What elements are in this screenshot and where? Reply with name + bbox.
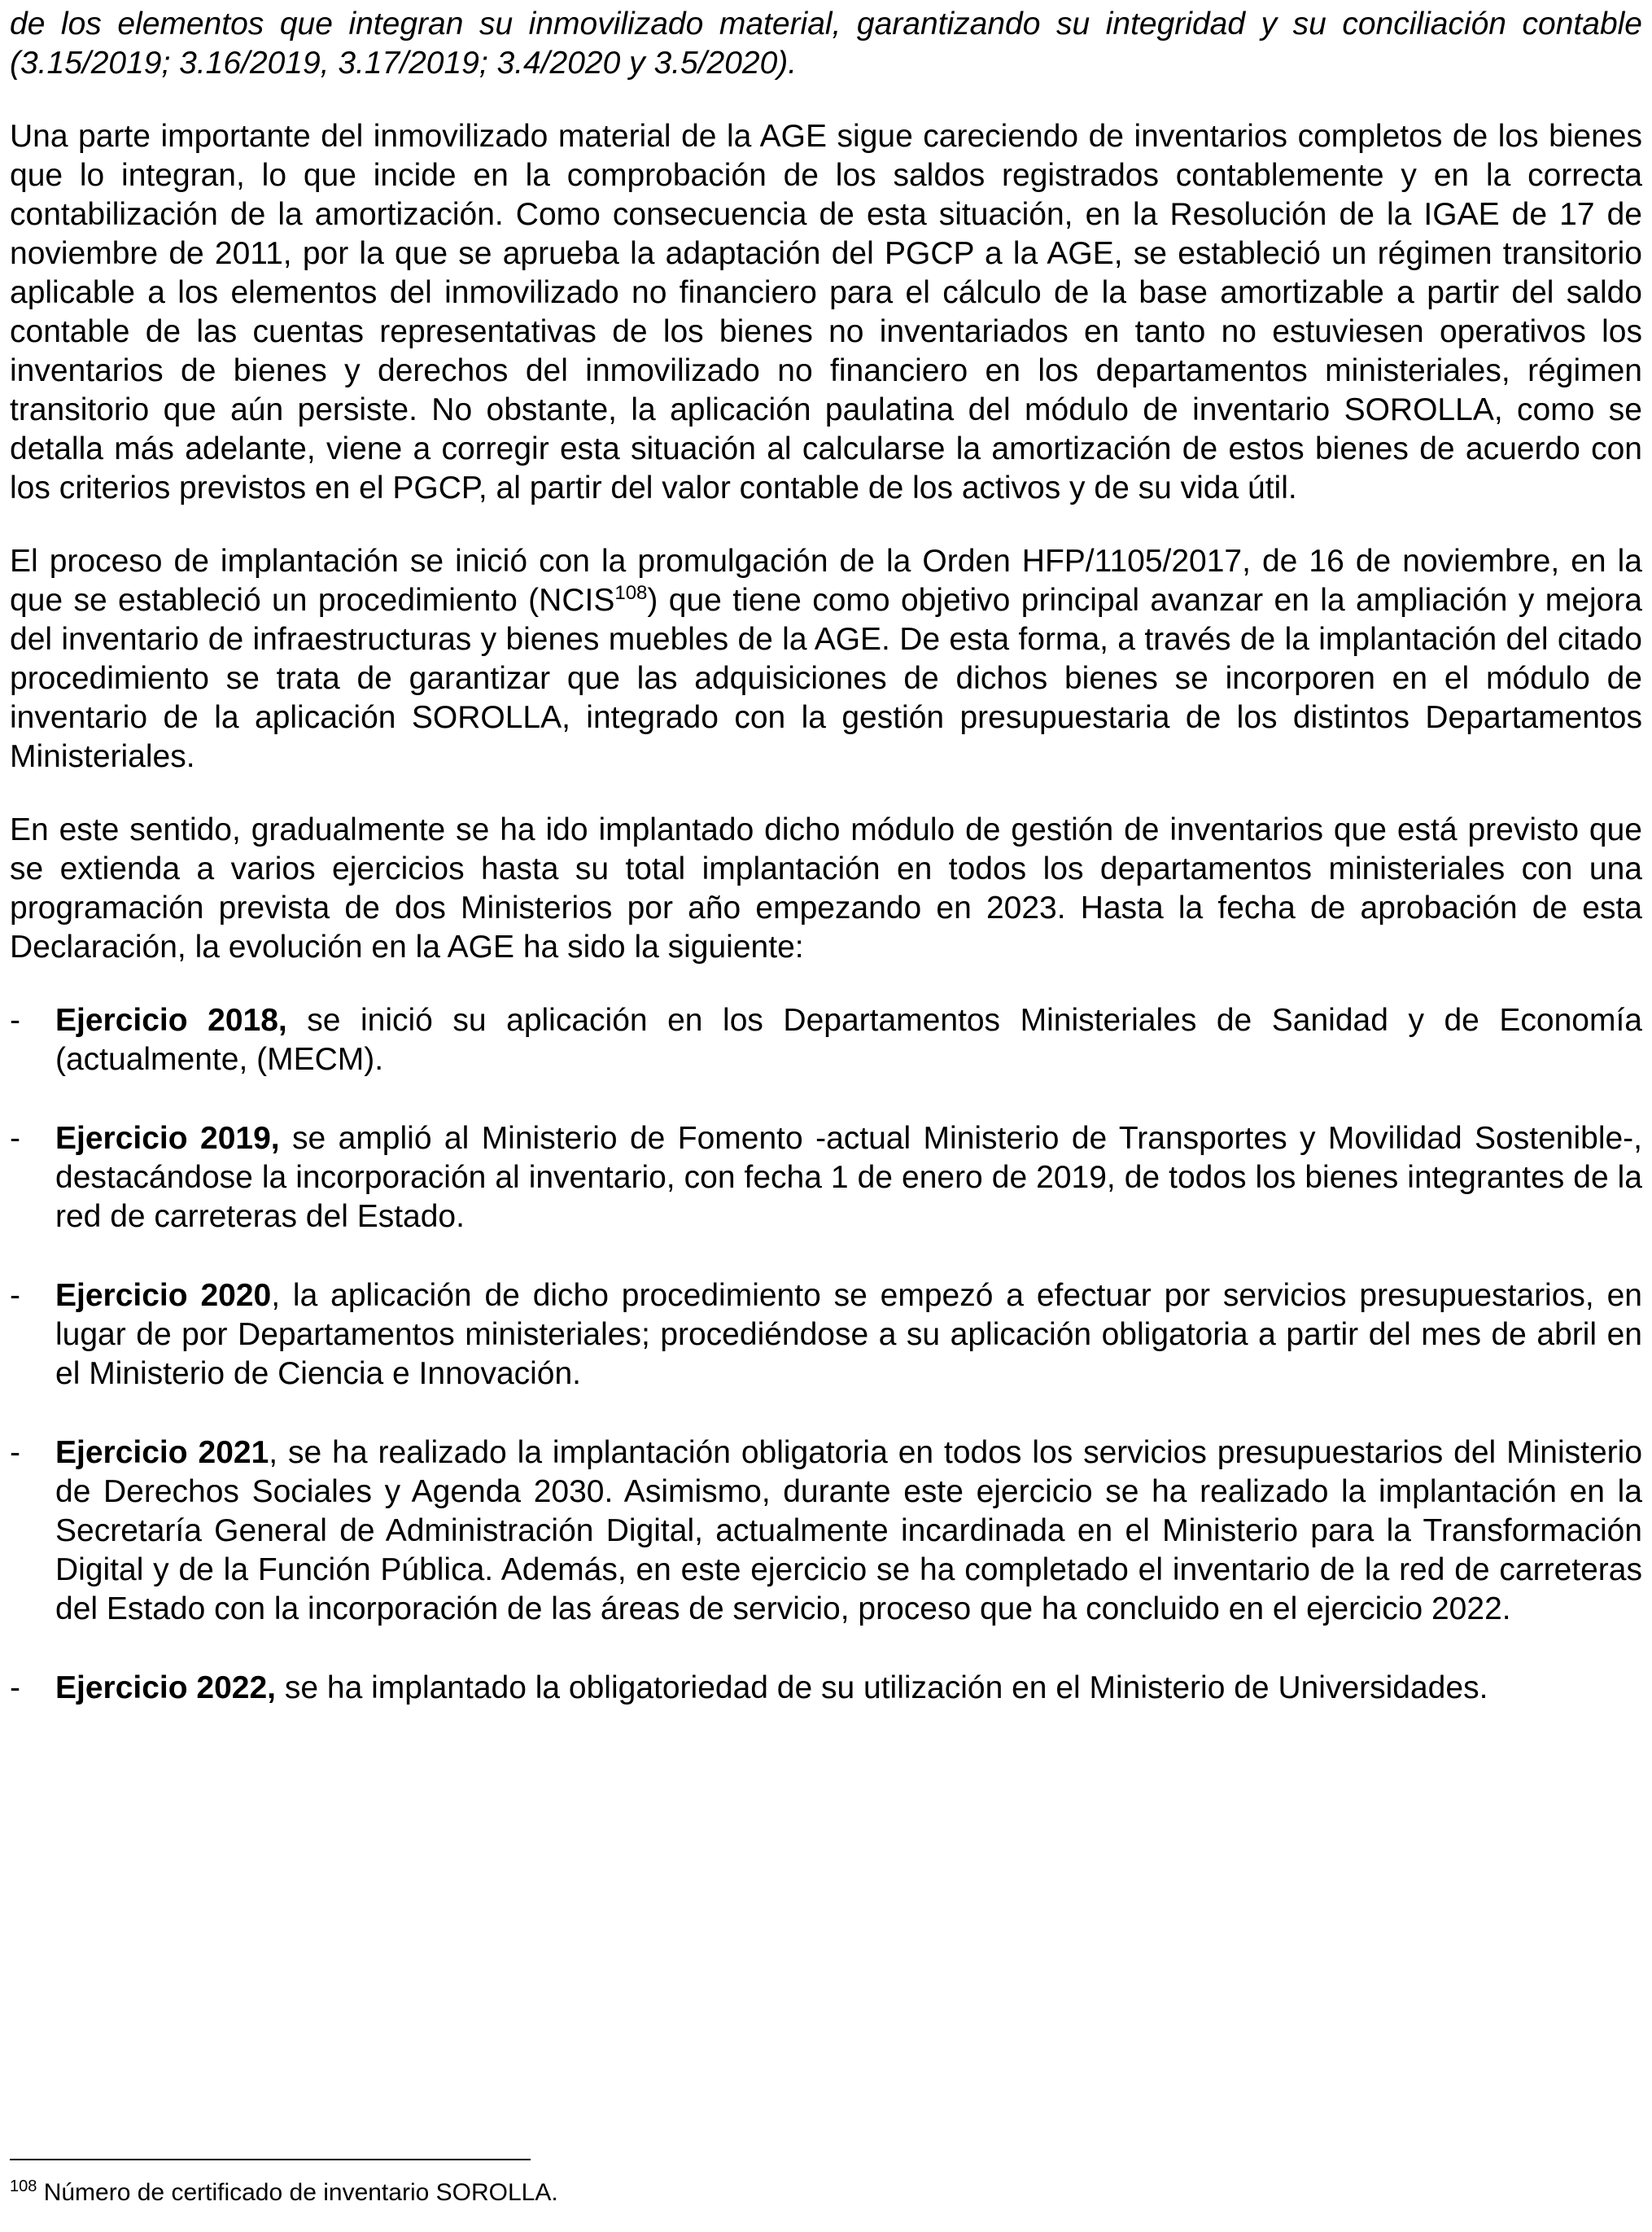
list-item-text: se ha implantado la obligatoriedad de su utilización en el Ministerio de Universidades. [276,1670,1488,1705]
list-item-2020 [10,1276,1642,1394]
list-dash: - [10,1003,20,1038]
paragraph-inventory-status: Una parte importante del inmovilizado material de la AGE sigue careciendo de inventarios completos de los bienes que lo integran, lo que incide en la comprobación de los saldos registrados contablemente y en la correcta contabilización de la amortización. Como consecuencia de esta situación, en la Resolución de la IGAE de 17 de noviembre de 2011, por la que se aprueba la adaptación del PGCP a la AGE, se estableció un régimen transitorio aplicable a los elementos del inmovilizado no financiero para el cálculo de la base amortizable a partir del saldo contable de las cuentas representativas de los bienes no inventariados en tanto no estuviesen operativos los inventarios de bienes y derechos del inmovilizado no financiero en los departamentos ministeriales, régimen transitorio que aún persiste. No obstante, la aplicación paulatina del módulo de inventario SOROLLA, como se detalla más adelante, viene a corregir esta situación al calcularse la amortización de estos bienes de acuerdo con los criterios previstos en el PGCP, al partir del valor contable de los activos y de su vida útil. [10,119,1642,505]
paragraph-evolution: En este sentido, gradualmente se ha ido implantado dicho módulo de gestión de inventarios que está previsto que se extienda a varios ejercicios hasta su total implantación en todos los departamentos ministeriales con una programación prevista de dos Ministerios por año empezando en 2023. Hasta la fecha de aprobación de esta Declaración, la evolución en la AGE ha sido la siguiente: [10,812,1642,965]
paragraph-text: El proceso de implantación se inició con la promulgación de la Orden HFP/1105/2017, de 16 de noviembre, en la que se estableció un procedimiento (NCIS [10,544,1642,618]
footnote-number: 108 [10,2177,37,2195]
list-item-2018 [10,1001,1642,1079]
list-item-title: Ejercicio 2021 [55,1435,269,1470]
footnote [10,2178,558,2208]
list-item-text: se inició su aplicación en los Departamentos Ministeriales de Sanidad y de Economía (actualmente, (MECM). [55,1003,1642,1077]
paragraph-implementation [10,542,1642,777]
list-dash: - [10,1278,20,1313]
list-item-text: , se ha realizado la implantación obligatoria en todos los servicios presupuestarios del Ministerio de Derechos Sociales y Agenda 2030. Asimismo, durante este ejercicio se ha realizado la implantación en la Secretaría General de Administración Digital, actualmente incardinada en el Ministerio para la Transformación Digital y de la Función Pública. Además, en este ejercicio se ha completado el inventario de la red de carreteras del Estado con la incorporación de las áreas de servicio, proceso que ha concluido en el ejercicio 2022. [55,1435,1643,1626]
list-item-title: Ejercicio 2020 [55,1278,272,1313]
list-item-text: , la aplicación de dicho procedimiento se empezó a efectuar por servicios presupuestarios, en lugar de por Departamentos ministeriales; procediéndose a su aplicación obligatoria a partir del mes de abril en el Ministerio de Ciencia e Innovación. [55,1278,1642,1391]
list-item-title: Ejercicio 2018, [55,1003,287,1038]
list-item-2022 [10,1669,1642,1708]
list-dash: - [10,1670,20,1705]
list-item-title: Ejercicio 2022, [55,1670,277,1705]
exercise-list [10,1001,1642,1708]
footnote-reference[interactable]: 108 [614,582,648,604]
paragraph-intro: de los elementos que integran su inmovilizado material, garantizando su integridad y su conciliación contable (3.15/2019; 3.16/2019, 3.17/2019; 3.4/2020 y 3.5/2020). [10,7,1642,81]
list-item-2021 [10,1433,1642,1629]
list-dash: - [10,1121,20,1156]
footnote-text: Número de certificado de inventario SOROLLA. [37,2179,558,2206]
list-item-title: Ejercicio 2019, [55,1121,280,1156]
paragraph-text: ) que tiene como objetivo principal avanzar en la ampliación y mejora del inventario de infraestructuras y bienes muebles de la AGE. De esta forma, a través de la implantación del citado procedimiento se trata de garantizar que las adquisiciones de dichos bienes se incorporen en el módulo de inventario de la aplicación SOROLLA, integrado con la gestión presupuestaria de los distintos Departamentos Ministeriales. [10,583,1642,774]
list-dash: - [10,1435,20,1470]
footnote-separator [10,2159,531,2160]
list-item-text: se amplió al Ministerio de Fomento -actual Ministerio de Transportes y Movilidad Sostenible-, destacándose la incorporación al inventario, con fecha 1 de enero de 2019, de todos los bienes integrantes de la red de carreteras del Estado. [55,1121,1642,1234]
document-body [10,5,1642,1748]
list-item-2019 [10,1119,1642,1236]
